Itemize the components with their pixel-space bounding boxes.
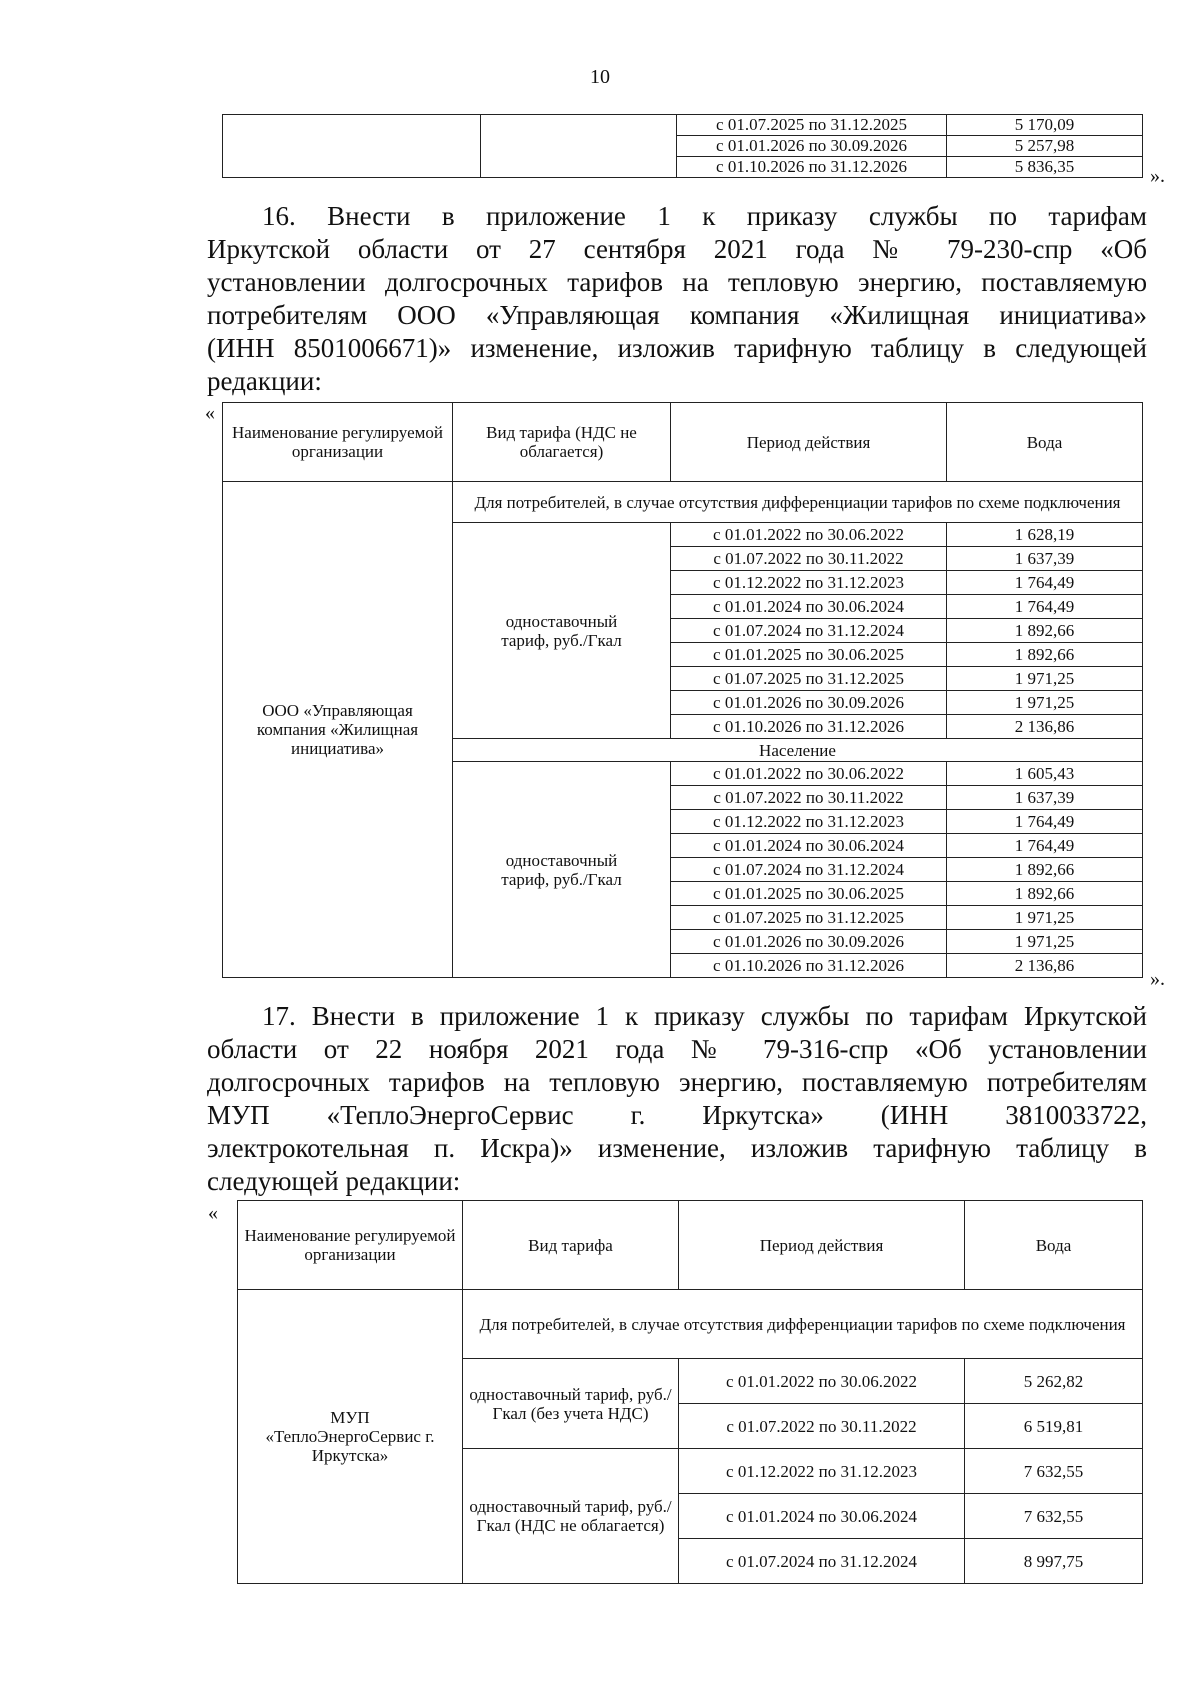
org-name-cell: ООО «Управляющая компания «Жилищная инициатива» <box>223 482 453 978</box>
value-cell: 8 997,75 <box>965 1539 1143 1584</box>
section-row <box>223 482 1143 523</box>
paragraph-line: следующей редакции: <box>207 1166 461 1196</box>
paragraph-line: 16. Внести в приложение 1 к приказу службы по тарифам <box>262 201 1147 231</box>
period-cell: с 01.01.2026 по 30.09.2026 <box>671 930 947 954</box>
paragraph-16 <box>207 200 1147 398</box>
value-cell: 1 628,19 <box>947 523 1143 547</box>
header-org: Наименование регулируемой организации <box>238 1201 463 1290</box>
value-cell: 1 637,39 <box>947 786 1143 810</box>
closing-quote: ». <box>1150 165 1165 187</box>
period-cell: с 01.01.2024 по 30.06.2024 <box>671 834 947 858</box>
value-cell: 1 971,25 <box>947 930 1143 954</box>
org-name-cell: МУП «ТеплоЭнергоСервис г. Иркутска» <box>238 1290 463 1584</box>
value-cell: 1 764,49 <box>947 595 1143 619</box>
period-cell: с 01.12.2022 по 31.12.2023 <box>671 810 947 834</box>
table-header-row <box>223 403 1143 482</box>
opening-quote: « <box>208 1202 218 1224</box>
value-cell: 6 519,81 <box>965 1404 1143 1449</box>
section-row <box>238 1290 1143 1359</box>
value-cell: 1 892,66 <box>947 619 1143 643</box>
period-cell: с 01.01.2024 по 30.06.2024 <box>671 595 947 619</box>
empty-cell <box>223 115 481 178</box>
empty-cell <box>481 115 677 178</box>
period-cell: с 01.10.2026 по 31.12.2026 <box>671 715 947 739</box>
header-period: Период действия <box>671 403 947 482</box>
header-tariff: Вид тарифа <box>463 1201 679 1290</box>
paragraph-line: 17. Внести в приложение 1 к приказу службы по тарифам Иркутской <box>262 1001 1147 1031</box>
opening-quote: « <box>205 402 215 424</box>
header-water: Вода <box>965 1201 1143 1290</box>
tariff-type-cell: одноставочный тариф, руб./Гкал (НДС не облагается) <box>463 1449 679 1584</box>
period-cell: с 01.07.2022 по 30.11.2022 <box>671 547 947 571</box>
paragraph-17 <box>207 1000 1147 1198</box>
value-cell: 1 605,43 <box>947 762 1143 786</box>
period-cell: с 01.01.2025 по 30.06.2025 <box>671 882 947 906</box>
period-cell: с 01.07.2022 по 30.11.2022 <box>671 786 947 810</box>
tariff-table-17 <box>237 1200 1143 1584</box>
period-cell: с 01.07.2024 по 31.12.2024 <box>671 619 947 643</box>
value-cell: 7 632,55 <box>965 1494 1143 1539</box>
paragraph-line: электрокотельная п. Искра)» изменение, изложив тарифную таблицу в <box>207 1133 1147 1163</box>
tariff-table-16 <box>222 402 1143 978</box>
header-period: Период действия <box>679 1201 965 1290</box>
period-cell: с 01.01.2022 по 30.06.2022 <box>671 523 947 547</box>
period-cell: с 01.07.2022 по 30.11.2022 <box>679 1404 965 1449</box>
paragraph-line: МУП «ТеплоЭнергоСервис г. Иркутска» (ИНН 3810033722, <box>207 1100 1147 1130</box>
value-cell: 1 971,25 <box>947 667 1143 691</box>
section-heading: Для потребителей, в случае отсутствия дифференциации тарифов по схеме подключения <box>453 482 1143 523</box>
table-row <box>223 115 1143 136</box>
period-cell: с 01.10.2026 по 31.12.2026 <box>677 157 947 178</box>
value-cell: 5 262,82 <box>965 1359 1143 1404</box>
top-tariff-table <box>222 114 1143 178</box>
value-cell: 1 764,49 <box>947 834 1143 858</box>
value-cell: 1 971,25 <box>947 691 1143 715</box>
paragraph-line: редакции: <box>207 366 322 396</box>
period-cell: с 01.01.2022 по 30.06.2022 <box>679 1359 965 1404</box>
paragraph-line: потребителям ООО «Управляющая компания «Жилищная инициатива» <box>207 300 1147 330</box>
section-heading: Население <box>453 739 1143 762</box>
period-cell: с 01.12.2022 по 31.12.2023 <box>671 571 947 595</box>
paragraph-line: области от 22 ноября 2021 года № 79-316-спр «Об установлении <box>207 1034 1147 1064</box>
paragraph-line: долгосрочных тарифов на тепловую энергию, поставляемую потребителям <box>207 1067 1147 1097</box>
period-cell: с 01.01.2026 по 30.09.2026 <box>677 136 947 157</box>
value-cell: 5 170,09 <box>947 115 1143 136</box>
paragraph-line: (ИНН 8501006671)» изменение, изложив тарифную таблицу в следующей <box>207 333 1147 363</box>
value-cell: 1 764,49 <box>947 810 1143 834</box>
value-cell: 5 257,98 <box>947 136 1143 157</box>
section-heading: Для потребителей, в случае отсутствия дифференциации тарифов по схеме подключения <box>463 1290 1143 1359</box>
period-cell: с 01.10.2026 по 31.12.2026 <box>671 954 947 978</box>
period-cell: с 01.07.2024 по 31.12.2024 <box>671 858 947 882</box>
period-cell: с 01.01.2025 по 30.06.2025 <box>671 643 947 667</box>
header-water: Вода <box>947 403 1143 482</box>
period-cell: с 01.07.2025 по 31.12.2025 <box>671 667 947 691</box>
value-cell: 1 892,66 <box>947 643 1143 667</box>
value-cell: 1 892,66 <box>947 882 1143 906</box>
tariff-type-cell: одноставочный тариф, руб./Гкал <box>453 762 671 978</box>
paragraph-line: установлении долгосрочных тарифов на тепловую энергию, поставляемую <box>207 267 1147 297</box>
closing-quote: ». <box>1150 968 1165 990</box>
value-cell: 1 637,39 <box>947 547 1143 571</box>
tariff-type-cell: одноставочный тариф, руб./Гкал (без учета НДС) <box>463 1359 679 1449</box>
period-cell: с 01.07.2025 по 31.12.2025 <box>671 906 947 930</box>
value-cell: 1 971,25 <box>947 906 1143 930</box>
value-cell: 1 892,66 <box>947 858 1143 882</box>
period-cell: с 01.01.2022 по 30.06.2022 <box>671 762 947 786</box>
page-number: 10 <box>590 66 610 88</box>
period-cell: с 01.12.2022 по 31.12.2023 <box>679 1449 965 1494</box>
value-cell: 7 632,55 <box>965 1449 1143 1494</box>
table-header-row <box>238 1201 1143 1290</box>
header-org: Наименование регулируемой организации <box>223 403 453 482</box>
header-tariff: Вид тарифа (НДС не облагается) <box>453 403 671 482</box>
period-cell: с 01.07.2024 по 31.12.2024 <box>679 1539 965 1584</box>
value-cell: 5 836,35 <box>947 157 1143 178</box>
paragraph-line: Иркутской области от 27 сентября 2021 года № 79-230-спр «Об <box>207 234 1147 264</box>
value-cell: 1 764,49 <box>947 571 1143 595</box>
value-cell: 2 136,86 <box>947 715 1143 739</box>
value-cell: 2 136,86 <box>947 954 1143 978</box>
period-cell: с 01.07.2025 по 31.12.2025 <box>677 115 947 136</box>
period-cell: с 01.01.2024 по 30.06.2024 <box>679 1494 965 1539</box>
tariff-type-cell: одноставочный тариф, руб./Гкал <box>453 523 671 739</box>
period-cell: с 01.01.2026 по 30.09.2026 <box>671 691 947 715</box>
